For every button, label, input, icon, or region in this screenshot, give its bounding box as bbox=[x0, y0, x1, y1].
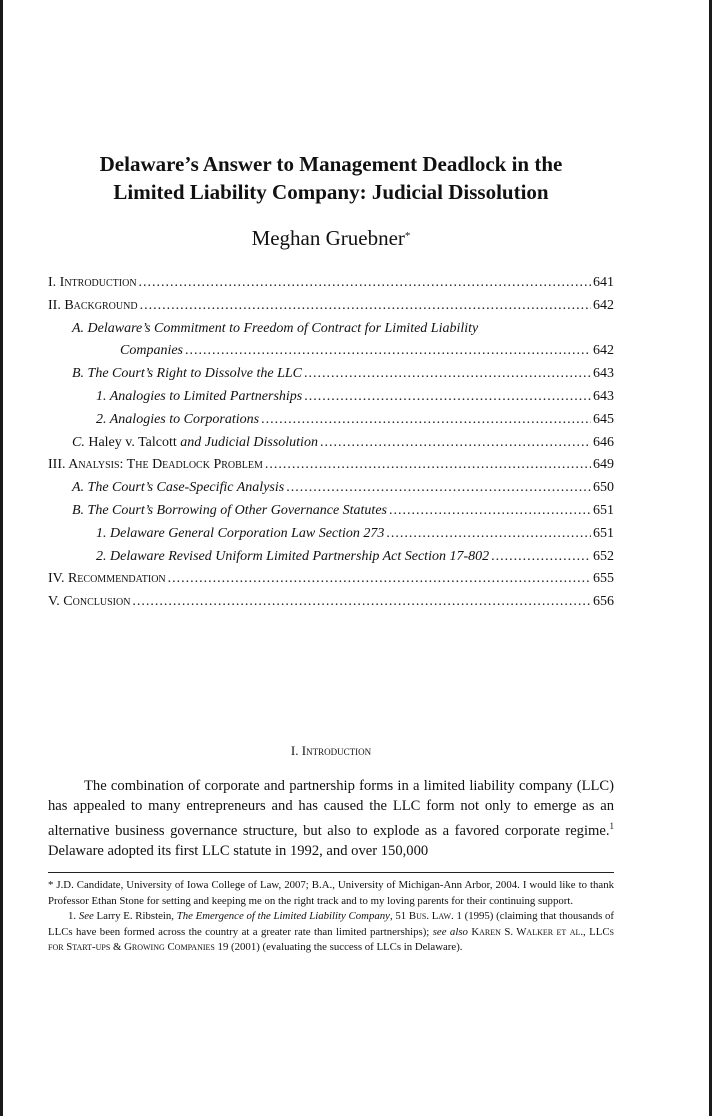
toc-entry-label: Companies bbox=[120, 343, 183, 359]
toc-leader-dots bbox=[389, 500, 591, 523]
toc-entry-page: 652 bbox=[593, 548, 614, 564]
toc-entry-label: B. The Court’s Right to Dissolve the LLC bbox=[72, 366, 302, 382]
toc-leader-dots bbox=[168, 568, 591, 591]
toc-leader-dots bbox=[286, 477, 591, 500]
toc-entry-page: 651 bbox=[593, 502, 614, 518]
footnote-1-work: The Emergence of the Limited Liability Company bbox=[176, 910, 390, 922]
toc-entry-label: B. The Court’s Borrowing of Other Governance Statutes bbox=[72, 502, 387, 518]
toc-entry[interactable] bbox=[48, 568, 614, 591]
toc-entry-label: A. Delaware’s Commitment to Freedom of Contract for Limited Liability bbox=[72, 320, 479, 336]
toc-entry[interactable] bbox=[48, 295, 614, 318]
toc-entry[interactable] bbox=[48, 363, 614, 386]
title-line-1: Delaware’s Answer to Management Deadlock in the bbox=[99, 152, 563, 176]
toc-entry-label: 1. Analogies to Limited Partnerships bbox=[96, 388, 303, 404]
footnote-1-journal: Bus. Law. bbox=[408, 910, 454, 922]
footnote-ref[interactable]: 1 bbox=[609, 821, 614, 831]
toc-leader-dots bbox=[386, 523, 591, 546]
footnote-1-cite: , 51 bbox=[389, 910, 409, 922]
toc-entry[interactable] bbox=[48, 386, 614, 409]
toc-entry-page: 643 bbox=[593, 388, 614, 404]
toc-entry[interactable] bbox=[48, 477, 614, 500]
toc-entry[interactable] bbox=[48, 318, 614, 341]
toc-leader-dots bbox=[304, 363, 591, 386]
body-paragraph-continued: Delaware adopted its first LLC statute in 1992, and over 150,000 bbox=[48, 842, 429, 859]
toc-entry-label: III. Analysis: The Deadlock Problem bbox=[48, 457, 263, 473]
footnote-1-see-also: see also bbox=[432, 925, 468, 938]
toc-leader-dots bbox=[185, 340, 591, 363]
toc-leader-dots bbox=[265, 454, 591, 477]
footnotes bbox=[48, 878, 614, 956]
footnote-1 bbox=[48, 909, 614, 956]
toc-entry-page: 656 bbox=[593, 594, 614, 610]
table-of-contents bbox=[48, 272, 614, 614]
toc-entry-label-part: C. bbox=[72, 434, 89, 450]
toc-entry-label-part: and Judicial Dissolution bbox=[176, 434, 318, 450]
toc-entry-page: 643 bbox=[593, 366, 614, 382]
page-edge-left bbox=[0, 0, 3, 1116]
toc-leader-dots bbox=[140, 295, 591, 318]
footnote-star: * J.D. Candidate, University of Iowa College of Law, 2007; B.A., University of Michigan-Ann Arbor, 2004. I would like to thank Professor Ethan Stone for setting and keeping me on the right track and to my loving parents for their continuing support. bbox=[48, 879, 614, 907]
footnote-1-author: Larry E. Ribstein, bbox=[93, 910, 177, 922]
toc-entry[interactable] bbox=[48, 272, 614, 295]
toc-leader-dots bbox=[491, 546, 591, 569]
toc-entry-label: IV. Recommendation bbox=[48, 571, 166, 587]
toc-leader-dots bbox=[261, 409, 591, 432]
toc-leader-dots bbox=[132, 591, 591, 614]
author-footnote-mark: * bbox=[404, 230, 411, 242]
author-byline bbox=[48, 225, 614, 251]
body-paragraph-text: The combination of corporate and partnership forms in a limited liability company (LLC) has appealed to many entrepreneurs and has caused the LLC form not only to emerge as an alternative business governance structure, but also to explode as a favored corporate regime. bbox=[48, 778, 614, 839]
toc-entry[interactable] bbox=[48, 340, 614, 363]
toc-entry-page: 650 bbox=[593, 480, 614, 496]
footnote-1-number: 1. bbox=[68, 910, 77, 922]
body-paragraph bbox=[48, 776, 614, 861]
toc-entry-label: II. Background bbox=[48, 297, 138, 313]
toc-entry-label-part: Haley v. Talcott bbox=[88, 434, 177, 450]
toc-entry-label: 2. Delaware Revised Uniform Limited Partnership Act Section 17-802 bbox=[96, 548, 490, 564]
toc-entry[interactable] bbox=[48, 409, 614, 432]
toc-entry-page: 649 bbox=[593, 457, 614, 473]
toc-entry-page: 645 bbox=[593, 411, 614, 427]
author-name: Meghan Gruebner bbox=[251, 226, 405, 250]
toc-leader-dots bbox=[304, 386, 591, 409]
footnote-1-see: See bbox=[78, 910, 94, 922]
toc-entry[interactable] bbox=[48, 432, 614, 455]
toc-entry[interactable] bbox=[48, 523, 614, 546]
toc-entry-page: 651 bbox=[593, 525, 614, 541]
toc-entry[interactable] bbox=[48, 546, 614, 569]
toc-entry-page: 641 bbox=[593, 275, 614, 290]
toc-entry-page: 642 bbox=[593, 343, 614, 359]
toc-entry-label: 1. Delaware General Corporation Law Section 273 bbox=[96, 525, 385, 541]
toc-entry-label: 2. Analogies to Corporations bbox=[96, 411, 260, 427]
footnote-1-author-2: Karen S. Walker et al., LLCs for Start-ups & Growing Companies bbox=[48, 925, 615, 953]
toc-entry-page: 642 bbox=[593, 297, 614, 313]
toc-entry-label: I. Introduction bbox=[48, 275, 137, 290]
toc-entry-page: 655 bbox=[593, 571, 614, 587]
toc-entry[interactable] bbox=[48, 591, 614, 614]
toc-entry-label: A. The Court’s Case-Specific Analysis bbox=[72, 480, 285, 496]
footnote-divider bbox=[48, 872, 614, 873]
toc-entry[interactable] bbox=[48, 454, 614, 477]
title-line-2: Limited Liability Company: Judicial Dissolution bbox=[113, 180, 549, 204]
article-title bbox=[48, 150, 614, 206]
toc-entry-page: 646 bbox=[593, 434, 614, 450]
toc-entry-label bbox=[72, 432, 318, 455]
toc-entry[interactable] bbox=[48, 500, 614, 523]
footnote-1-rest: 19 (2001) (evaluating the success of LLCs in Delaware). bbox=[214, 941, 463, 953]
toc-leader-dots bbox=[320, 432, 591, 455]
section-heading: I. Introduction bbox=[290, 743, 372, 758]
toc-entry-label: V. Conclusion bbox=[48, 594, 131, 610]
toc-leader-dots bbox=[139, 272, 591, 295]
footnote-1-pages: 1 (1995) (claiming that thousands of LLCs have been formed across the country at a greater rate than limited partnerships); bbox=[48, 910, 615, 938]
